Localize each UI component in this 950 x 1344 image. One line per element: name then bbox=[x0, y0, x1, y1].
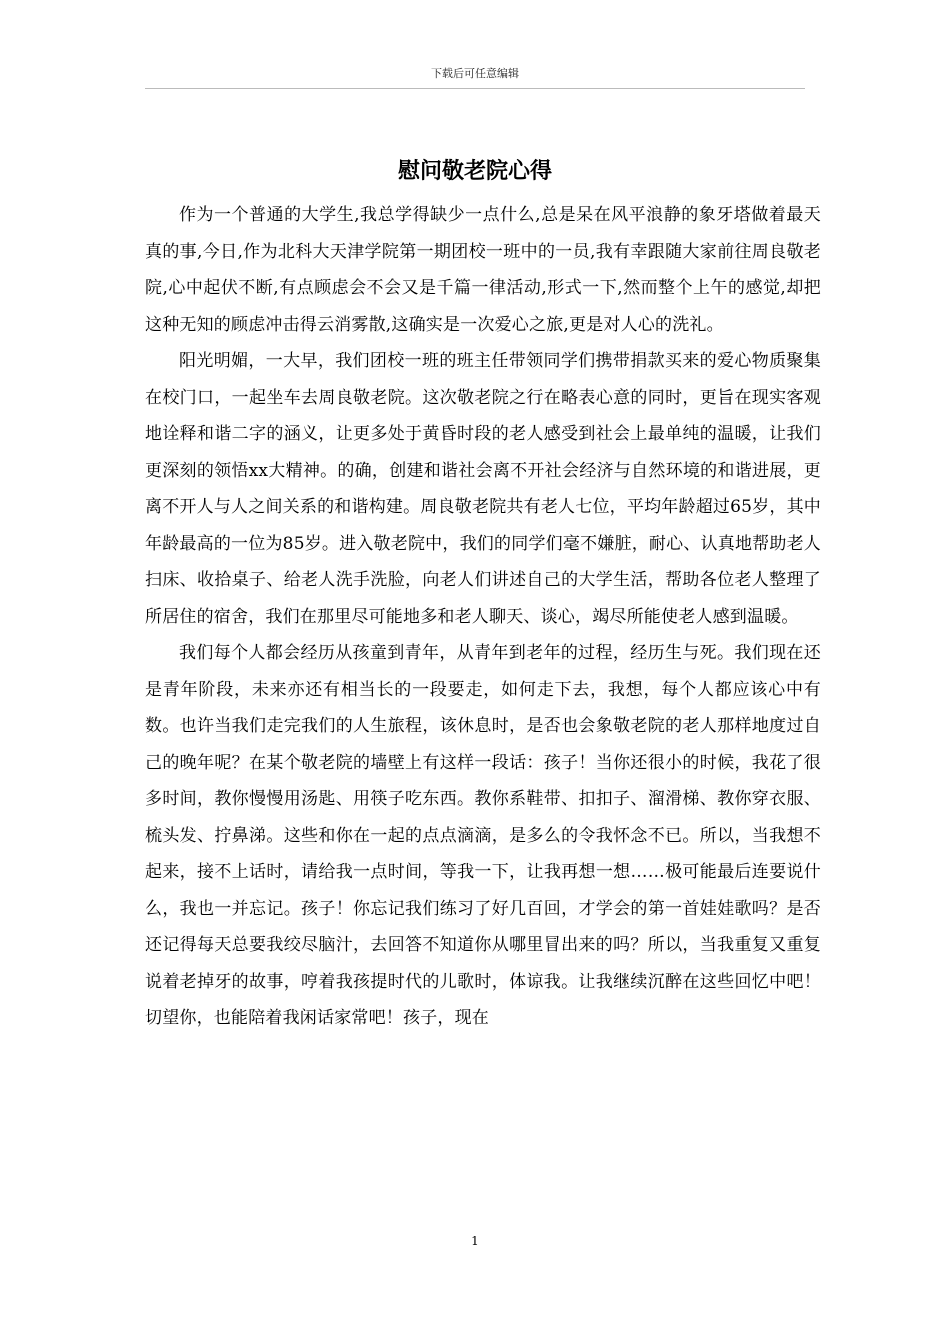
paragraph-2: 阳光明媚，一大早，我们团校一班的班主任带领同学们携带捐款买来的爱心物质聚集在校门口，一起坐车去周良敬老院。这次敬老院之行在略表心意的同时，更旨在现实客观地诠释和谐二字的涵义，让更多处于黄昏时段的老人感受到社会上最单纯的温暖，让我们更深刻的领悟xx大精神。的确，创建和谐社会离不开社会经济与自然环境的和谐进展，更离不开人与人之间关系的和谐构建。周良敬老院共有老人七位，平均年龄超过65岁，其中年龄最高的一位为85岁。进入敬老院中，我们的同学们毫不嫌脏，耐心、认真地帮助老人扫床、收拾桌子、给老人洗手洗脸，向老人们讲述自己的大学生活，帮助各位老人整理了所居住的宿舍，我们在那里尽可能地多和老人聊天、谈心，竭尽所能使老人感到温暖。 bbox=[145, 351, 821, 627]
document-title: 慰问敬老院心得 bbox=[397, 159, 552, 184]
page-header: 下载后可任意编辑 bbox=[431, 67, 519, 80]
document-body bbox=[145, 197, 821, 1037]
paragraph-3: 我们每个人都会经历从孩童到青年，从青年到老年的过程，经历生与死。我们现在还是青年阶段，未来亦还有相当长的一段要走，如何走下去，我想，每个人都应该心中有数。也许当我们走完我们的人生旅程，该休息时，是否也会象敬老院的老人那样地度过自己的晚年呢？在某个敬老院的墙壁上有这样一段话：孩子！当你还很小的时候，我花了很多时间，教你慢慢用汤匙、用筷子吃东西。教你系鞋带、扣扣子、溜滑梯、教你穿衣服、梳头发、拧鼻涕。这些和你在一起的点点滴滴，是多么的令我怀念不已。所以，当我想不起来，接不上话时，请给我一点时间，等我一下，让我再想一想……极可能最后连要说什么，我也一并忘记。孩子！你忘记我们练习了好几百回，才学会的第一首娃娃歌吗？是否还记得每天总要我绞尽脑汁，去回答不知道你从哪里冒出来的吗？所以，当我重复又重复说着老掉牙的故事，哼着我孩提时代的儿歌时，体谅我。让我继续沉醉在这些回忆中吧！切望你，也能陪着我闲话家常吧！孩子，现在 bbox=[145, 643, 821, 1028]
header-divider bbox=[145, 88, 805, 89]
paragraph-1: 作为一个普通的大学生,我总学得缺少一点什么,总是呆在风平浪静的象牙塔做着最天真的事,今日,作为北科大天津学院第一期团校一班中的一员,我有幸跟随大家前往周良敬老院,心中起伏不断,有点顾虑会不会又是千篇一律活动,形式一下,然而整个上午的感觉,却把这种无知的顾虑冲击得云消雾散,这确实是一次爱心之旅,更是对人心的洗礼。 bbox=[145, 205, 821, 335]
page-number: 1 bbox=[471, 1234, 479, 1248]
